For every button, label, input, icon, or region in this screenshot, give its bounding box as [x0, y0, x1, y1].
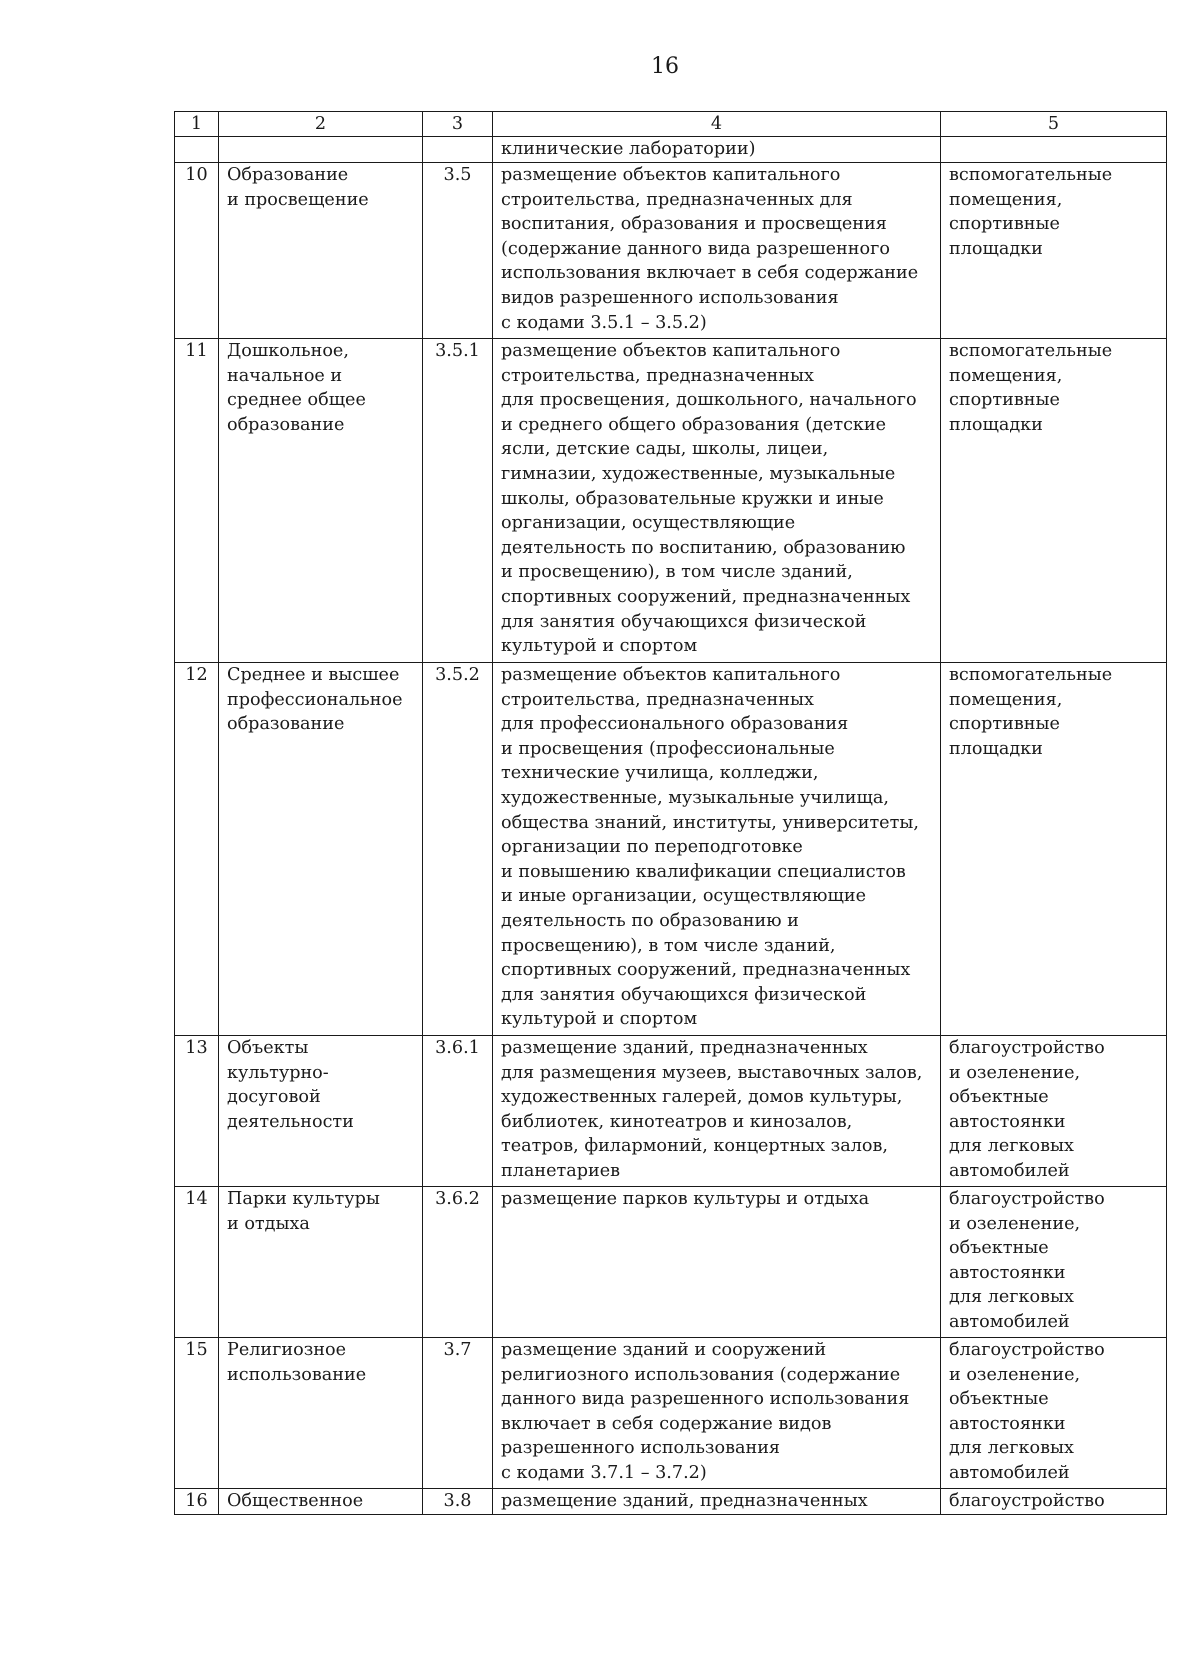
use-description: размещение зданий, предназначенных для размещения музеев, выставочных залов, художественных галерей, домов культуры, библиотек, кинотеатров и кинозалов, театров, филармоний, концертных залов, планетариев: [493, 1036, 941, 1187]
use-name: Парки культуры и отдыха: [219, 1187, 423, 1338]
use-name: Дошкольное, начальное и среднее общее образование: [219, 339, 423, 663]
continuation-row: [175, 137, 1167, 163]
row-number: 13: [175, 1036, 219, 1187]
use-name: [219, 137, 423, 163]
header-cell-1: 1: [175, 112, 219, 137]
header-cell-5: 5: [941, 112, 1167, 137]
use-code: 3.5.2: [423, 663, 493, 1036]
row-number: 15: [175, 1338, 219, 1489]
header-row: [175, 112, 1167, 137]
table-row: [175, 1036, 1167, 1187]
header-cell-4: 4: [493, 112, 941, 137]
auxiliary-uses: благоустройство и озеленение, объектные автостоянки для легковых автомобилей: [941, 1036, 1167, 1187]
auxiliary-uses: вспомогательные помещения, спортивные площадки: [941, 663, 1167, 1036]
use-code: 3.8: [423, 1489, 493, 1515]
header-cell-2: 2: [219, 112, 423, 137]
use-code: 3.7: [423, 1338, 493, 1489]
table-row: [175, 1489, 1167, 1515]
auxiliary-uses: благоустройство и озеленение, объектные автостоянки для легковых автомобилей: [941, 1338, 1167, 1489]
table-row: [175, 339, 1167, 663]
use-description: размещение зданий и сооружений религиозного использования (содержание данного вида разрешенного использования включает в себя содержание видов разрешенного использования с кодами 3.7.1 – 3.7.2): [493, 1338, 941, 1489]
row-number: 12: [175, 663, 219, 1036]
use-name: Образование и просвещение: [219, 163, 423, 339]
table-row: [175, 663, 1167, 1036]
use-name: Общественное: [219, 1489, 423, 1515]
auxiliary-uses: благоустройство: [941, 1489, 1167, 1515]
land-use-table: [174, 111, 1167, 1515]
use-code: [423, 137, 493, 163]
table-row: [175, 1187, 1167, 1338]
table-row: [175, 163, 1167, 339]
use-description: размещение зданий, предназначенных: [493, 1489, 941, 1515]
row-number: 11: [175, 339, 219, 663]
row-number: [175, 137, 219, 163]
auxiliary-uses: [941, 137, 1167, 163]
row-number: 14: [175, 1187, 219, 1338]
use-description: размещение объектов капитального строительства, предназначенных для воспитания, образования и просвещения (содержание данного вида разрешенного использования включает в себя содержание видов разрешенного использования с кодами 3.5.1 – 3.5.2): [493, 163, 941, 339]
use-code: 3.6.1: [423, 1036, 493, 1187]
row-number: 16: [175, 1489, 219, 1515]
row-number: 10: [175, 163, 219, 339]
use-name: Объекты культурно- досуговой деятельности: [219, 1036, 423, 1187]
use-code: 3.6.2: [423, 1187, 493, 1338]
auxiliary-uses: вспомогательные помещения, спортивные площадки: [941, 163, 1167, 339]
use-code: 3.5.1: [423, 339, 493, 663]
auxiliary-uses: вспомогательные помещения, спортивные площадки: [941, 339, 1167, 663]
use-description: размещение объектов капитального строительства, предназначенных для профессионального образования и просвещения (профессиональные технические училища, колледжи, художественные, музыкальные училища, общества знаний, институты, университеты, организации по переподготовке и повышению квалификации специалистов и иные организации, осуществляющие деятельность по образованию и просвещению), в том числе зданий, спортивных сооружений, предназначенных для занятия обучающихся физической культурой и спортом: [493, 663, 941, 1036]
use-description: размещение объектов капитального строительства, предназначенных для просвещения, дошкольного, начального и среднего общего образования (детские ясли, детские сады, школы, лицеи, гимназии, художественные, музыкальные школы, образовательные кружки и иные организации, осуществляющие деятельность по воспитанию, образованию и просвещению), в том числе зданий, спортивных сооружений, предназначенных для занятия обучающихся физической культурой и спортом: [493, 339, 941, 663]
use-name: Среднее и высшее профессиональное образование: [219, 663, 423, 1036]
use-description: клинические лаборатории): [493, 137, 941, 163]
use-name: Религиозное использование: [219, 1338, 423, 1489]
auxiliary-uses: благоустройство и озеленение, объектные автостоянки для легковых автомобилей: [941, 1187, 1167, 1338]
table-row: [175, 1338, 1167, 1489]
header-cell-3: 3: [423, 112, 493, 137]
use-code: 3.5: [423, 163, 493, 339]
use-description: размещение парков культуры и отдыха: [493, 1187, 941, 1338]
page-number: 16: [651, 54, 679, 79]
